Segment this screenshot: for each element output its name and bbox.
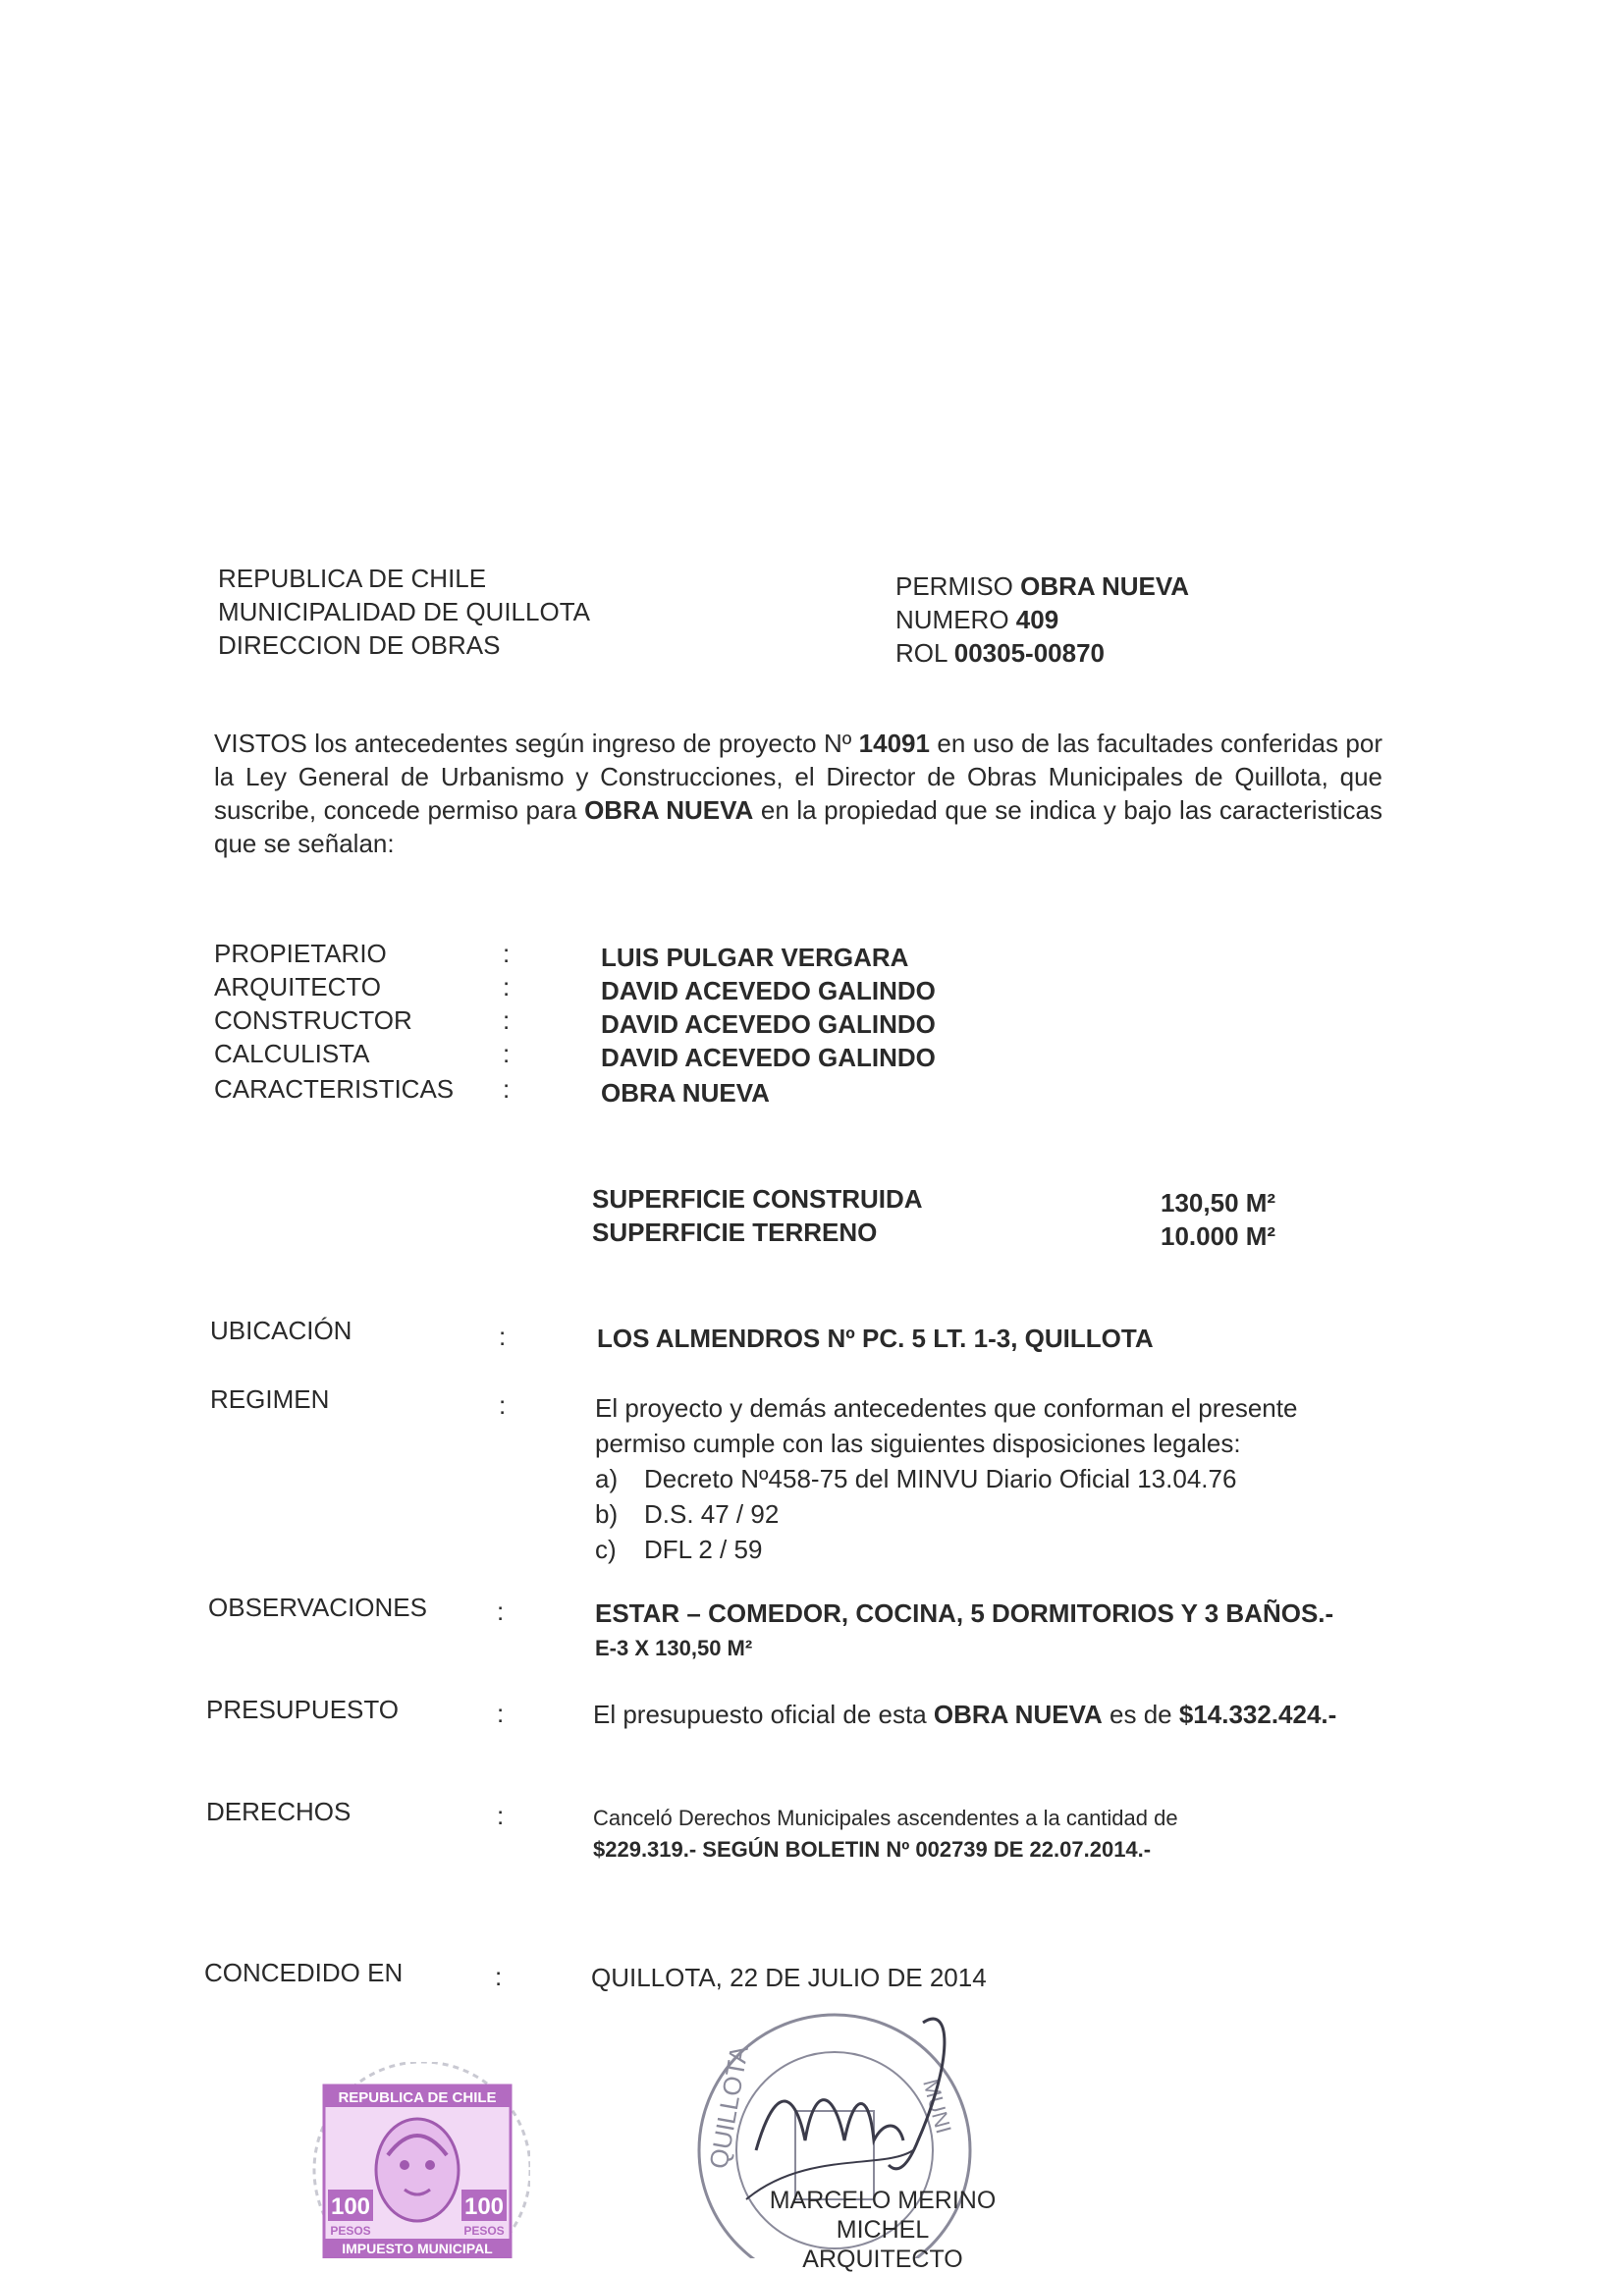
derechos-line1: Canceló Derechos Municipales ascendentes a la cantidad de <box>593 1806 1178 1830</box>
rol-line <box>895 636 1189 670</box>
party-value: OBRA NUEVA <box>601 1078 770 1108</box>
colon: : <box>503 972 511 1002</box>
list-item <box>595 1532 1380 1567</box>
party-label: CALCULISTA <box>214 1039 370 1068</box>
surface-value: 130,50 M² <box>1161 1188 1276 1218</box>
permit-label: PERMISO <box>895 571 1013 601</box>
party-label: CARACTERISTICAS <box>214 1074 455 1104</box>
presupuesto-label: PRESUPUESTO <box>206 1695 400 1724</box>
number-label: NUMERO <box>895 605 1009 634</box>
project-number: 14091 <box>858 729 930 758</box>
derechos-text <box>593 1803 1178 1866</box>
item-text: DFL 2 / 59 <box>644 1535 763 1564</box>
presupuesto-amount: $14.332.424.- <box>1178 1700 1337 1729</box>
regimen-block <box>595 1390 1380 1567</box>
list-item <box>595 1461 1380 1496</box>
regimen-list <box>595 1461 1380 1567</box>
colon: : <box>497 1699 505 1728</box>
rol-label: ROL <box>895 638 947 668</box>
surface-label: SUPERFICIE TERRENO <box>592 1218 878 1247</box>
item-mark: b) <box>595 1499 619 1529</box>
svg-text:PESOS: PESOS <box>330 2224 371 2238</box>
colon: : <box>503 1039 511 1068</box>
colon: : <box>503 1005 511 1035</box>
tax-stamp <box>295 2062 530 2258</box>
municipality-line: MUNICIPALIDAD DE QUILLOTA <box>218 597 590 626</box>
regimen-intro: El proyecto y demás antecedentes que conforman el presente permiso cumple con las siguientes disposiciones legales: <box>595 1393 1298 1458</box>
intro-part3: en la propiedad que se indica y bajo las caracteristicas que se señalan: <box>214 795 1382 858</box>
ubicacion-value: LOS ALMENDROS Nº PC. 5 LT. 1-3, QUILLOTA <box>597 1324 1154 1353</box>
permit-number-line <box>895 603 1189 636</box>
number-value: 409 <box>1015 605 1059 634</box>
colon: : <box>495 1962 503 1991</box>
intro-part1: VISTOS los antecedentes según ingreso de proyecto Nº <box>214 729 859 758</box>
signer-name: MARCELO MERINO MICHEL <box>769 2187 997 2244</box>
presupuesto-part2: es de <box>1102 1700 1179 1729</box>
colon: : <box>497 1597 505 1626</box>
list-item <box>595 1496 1380 1532</box>
item-mark: a) <box>595 1464 619 1493</box>
observaciones-line1: ESTAR – COMEDOR, COCINA, 5 DORMITORIOS Y 3 BAÑOS.- <box>595 1598 1334 1628</box>
intro-obra: OBRA NUEVA <box>584 795 754 825</box>
intro-part2: en uso de las facultades conferidas por la Ley General de Urbanismo y Construcciones, el Director de Obras Municipales de Quillota, que suscribe, concede permiso para <box>214 729 1382 825</box>
item-text: Decreto Nº458-75 del MINVU Diario Oficial 13.04.76 <box>644 1464 1237 1493</box>
presupuesto-part1: El presupuesto oficial de esta <box>593 1700 934 1729</box>
colon: : <box>499 1322 507 1351</box>
surface-label: SUPERFICIE CONSTRUIDA <box>592 1184 923 1214</box>
presupuesto-text <box>593 1697 1336 1732</box>
colon: : <box>503 1074 511 1104</box>
regimen-label: REGIMEN <box>210 1384 330 1414</box>
department-line: DIRECCION DE OBRAS <box>218 630 501 660</box>
item-text: D.S. 47 / 92 <box>644 1499 780 1529</box>
concedido-value: QUILLOTA, 22 DE JULIO DE 2014 <box>591 1963 987 1992</box>
colon: : <box>499 1390 507 1420</box>
intro-paragraph <box>214 727 1382 860</box>
permit-value: OBRA NUEVA <box>1020 571 1190 601</box>
svg-text:MUNI: MUNI <box>918 2076 956 2137</box>
party-label: PROPIETARIO <box>214 939 387 968</box>
party-value: DAVID ACEVEDO GALINDO <box>601 976 936 1005</box>
colon: : <box>503 939 511 968</box>
party-value: DAVID ACEVEDO GALINDO <box>601 1009 936 1039</box>
tax-stamp-graphic <box>295 2062 530 2258</box>
svg-text:100: 100 <box>463 2193 505 2220</box>
surface-value: 10.000 M² <box>1161 1221 1276 1251</box>
svg-text:PESOS: PESOS <box>463 2224 505 2238</box>
party-label: ARQUITECTO <box>214 972 381 1002</box>
svg-text:100: 100 <box>330 2193 371 2220</box>
presupuesto-obra: OBRA NUEVA <box>933 1700 1103 1729</box>
signer-title: ARQUITECTO <box>802 2246 963 2273</box>
observaciones-label: OBSERVACIONES <box>208 1593 427 1622</box>
derechos-label: DERECHOS <box>206 1797 352 1826</box>
party-label: CONSTRUCTOR <box>214 1005 412 1035</box>
ubicacion-label: UBICACIÓN <box>210 1316 352 1345</box>
header-right <box>895 569 1189 670</box>
signature-block <box>731 2186 1035 2274</box>
svg-text:IMPUESTO MUNICIPAL: IMPUESTO MUNICIPAL <box>342 2241 493 2256</box>
party-value: LUIS PULGAR VERGARA <box>601 943 909 972</box>
observaciones-line2: E-3 X 130,50 M² <box>595 1636 753 1660</box>
svg-text:REPUBLICA DE CHILE: REPUBLICA DE CHILE <box>338 2089 497 2106</box>
header-left <box>218 562 590 662</box>
colon: : <box>497 1801 505 1830</box>
country-line: REPUBLICA DE CHILE <box>218 564 487 593</box>
permit-type-line <box>895 569 1189 603</box>
svg-text:QUILLOTA: QUILLOTA <box>703 2043 754 2172</box>
concedido-label: CONCEDIDO EN <box>204 1958 404 1987</box>
derechos-line2: $229.319.- SEGÚN BOLETIN Nº 002739 DE 22.07.2014.- <box>593 1837 1152 1862</box>
item-mark: c) <box>595 1535 617 1564</box>
rol-value: 00305-00870 <box>953 638 1105 668</box>
party-value: DAVID ACEVEDO GALINDO <box>601 1043 936 1072</box>
